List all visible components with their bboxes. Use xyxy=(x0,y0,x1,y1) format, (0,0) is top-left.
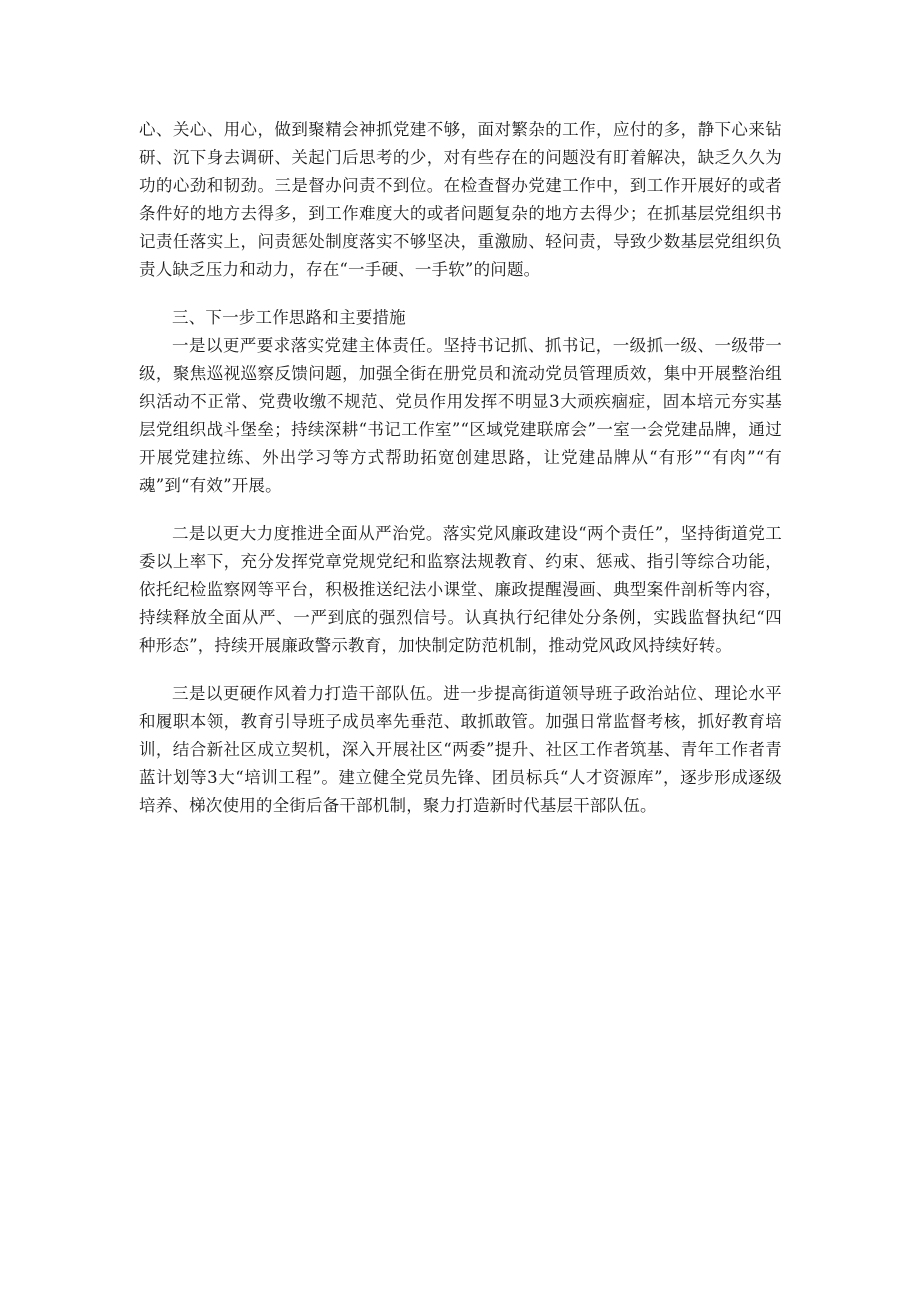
continuation-paragraph: 心、关心、用心，做到聚精会神抓党建不够，面对繁杂的工作，应付的多，静下心来钻研、沉下身去调研、关起门后思考的少，对有些存在的问题没有盯着解决，缺乏久久为功的心劲和韧劲。三是督办问责不到位。在检查督办党建工作中，到工作开展好的或者条件好的地方去得多，到工作难度大的或者问题复杂的地方去得少；在抓基层党组织书记责任落实上，问责惩处制度落实不够坚决，重激励、轻问责，导致少数基层党组织负责人缺乏压力和动力，存在“一手硬、一手软”的问题。 xyxy=(139,120,782,279)
measure-paragraph-3: 三是以更硬作风着力打造干部队伍。进一步提高街道领导班子政治站位、理论水平和履职本领，教育引导班子成员率先垂范、敢抓敢管。加强日常监督考核，抓好教育培训，结合新社区成立契机，深入开展社区“两委”提升、社区工作者筑基、青年工作者青蓝计划等3大“培训工程”。建立健全党员先锋、团员标兵“人才资源库”，逐步形成逐级培养、梯次使用的全街后备干部机制，聚力打造新时代基层干部队伍。 xyxy=(139,684,782,815)
document-body xyxy=(139,116,782,820)
section-heading: 三、下一步工作思路和主要措施 xyxy=(172,308,406,327)
measure-paragraph-1: 一是以更严要求落实党建主体责任。坚持书记抓、抓书记，一级抓一级、一级带一级，聚焦巡视巡察反馈问题，加强全街在册党员和流动党员管理质效，集中开展整治组织活动不正常、党费收缴不规范、党员作用发挥不明显3大顽疾痼症，固本培元夯实基层党组织战斗堡垒；持续深耕“书记工作室”“区域党建联席会”一室一会党建品牌，通过开展党建拉练、外出学习等方式帮助拓宽创建思路，让党建品牌从“有形”“有肉”“有魂”到“有效”开展。 xyxy=(139,336,782,495)
measure-paragraph-2: 二是以更大力度推进全面从严治党。落实党风廉政建设“两个责任”，坚持街道党工委以上率下，充分发挥党章党规党纪和监察法规教育、约束、惩戒、指引等综合功能，依托纪检监察网等平台，积极推送纪法小课堂、廉政提醒漫画、典型案件剖析等内容，持续释放全面从严、一严到底的强烈信号。认真执行纪律处分条例，实践监督执纪“四种形态”，持续开展廉政警示教育，加快制定防范机制，推动党风政风持续好转。 xyxy=(139,524,782,655)
